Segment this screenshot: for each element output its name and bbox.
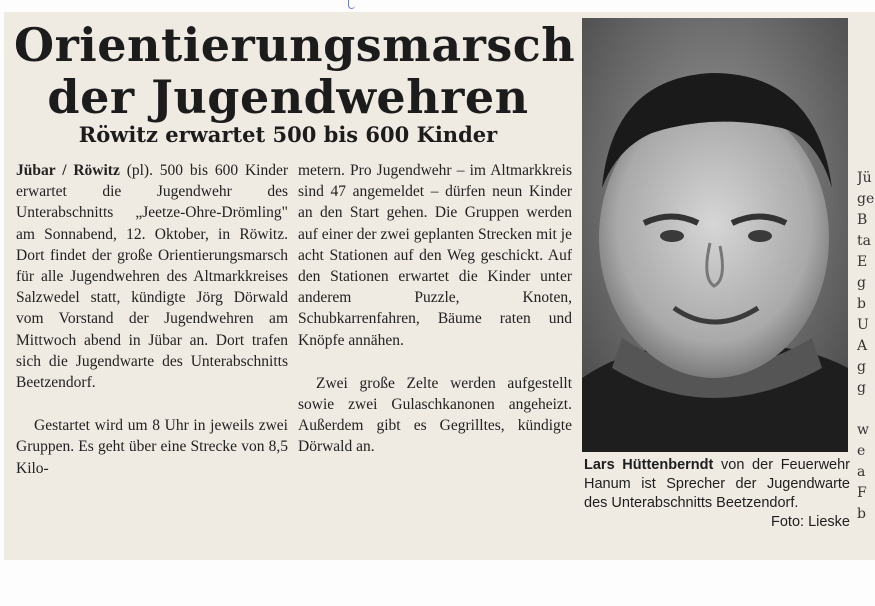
fragment-line: A: [857, 338, 868, 354]
fragment-line: F: [857, 485, 867, 501]
caption-name: Lars Hüttenberndt: [584, 457, 714, 473]
fragment-line: ge: [857, 191, 875, 207]
next-column-fragment: [857, 168, 875, 525]
author-tag: (pl).: [119, 162, 153, 179]
headline-line-1: Orientierungsmarsch: [14, 18, 576, 72]
photo-caption: [584, 456, 850, 532]
paragraph-1-text: 500 bis 600 Kinder erwartet die Jugendwehr des Unterabschnitts „Jeetze-Ohre-Drömling" am Sonnabend, 12. Oktober, in Röwitz. Dort findet der große Orientierungsmarsch für alle Jugendwehren des Altmarkkreises Salzwedel statt, kündigte Jörg Dörwald vom Vorstand der Jugendwehren am Mittwoch abend in Jübar an. Dort trafen sich die Jugendwarte des Unterabschnitts Beetzendorf.: [16, 162, 288, 392]
fragment-line: g: [857, 359, 866, 375]
fragment-line: g: [857, 275, 866, 291]
photo-credit: Foto: Lieske: [771, 514, 850, 530]
article-column-2: [298, 160, 572, 458]
fragment-line: U: [857, 317, 869, 333]
paragraph-3: metern. Pro Jugendwehr – im Altmarkkreis sind 47 angemeldet – dürfen neun Kinder an den Start gehen. Die Gruppen werden auf einer der zwei geplanten Strecken mit je acht Stationen auf den Weg geschickt. Auf den Stationen erwartet die Kinder unter anderem Puzzle, Knoten, Schubkarrenfahren, Bäume raten und Knöpfe annähen.: [298, 162, 572, 349]
fragment-line: Jü: [857, 170, 872, 186]
fragment-line: b: [857, 506, 866, 522]
fragment-line: E: [857, 254, 868, 270]
paragraph-4: Zwei große Zelte werden aufgestellt sowie zwei Gulaschkanonen angeheizt. Außerdem gibt es Gegrilltes, kündigte Dörwald an.: [298, 374, 572, 456]
subheadline: Röwitz erwartet 500 bis 600 Kinder: [78, 122, 498, 147]
fragment-line: w: [857, 422, 869, 438]
fragment-line: ta: [857, 233, 871, 249]
headline-line-2: der Jugendwehren: [47, 70, 529, 124]
dateline: Jübar / Röwitz: [16, 162, 120, 179]
paragraph-1: [16, 160, 288, 393]
paragraph-2: Gestartet wird um 8 Uhr in jeweils zwei Gruppen. Es geht über eine Strecke von 8,5 Kilo-: [16, 417, 288, 477]
fragment-line: [857, 399, 875, 420]
article-column-1: [16, 160, 288, 479]
fragment-line: g: [857, 380, 866, 396]
caption-text: von der Feuerwehr Hanum ist Sprecher der Jugendwarte des Unterabschnitts Beetzendorf.: [584, 457, 851, 511]
pen-mark: [348, 0, 355, 9]
fragment-line: B: [857, 212, 868, 228]
fragment-line: e: [857, 443, 866, 459]
fragment-line: a: [857, 464, 866, 480]
fragment-line: b: [857, 296, 866, 312]
portrait-image: [582, 18, 848, 452]
portrait-photo: [582, 18, 848, 452]
